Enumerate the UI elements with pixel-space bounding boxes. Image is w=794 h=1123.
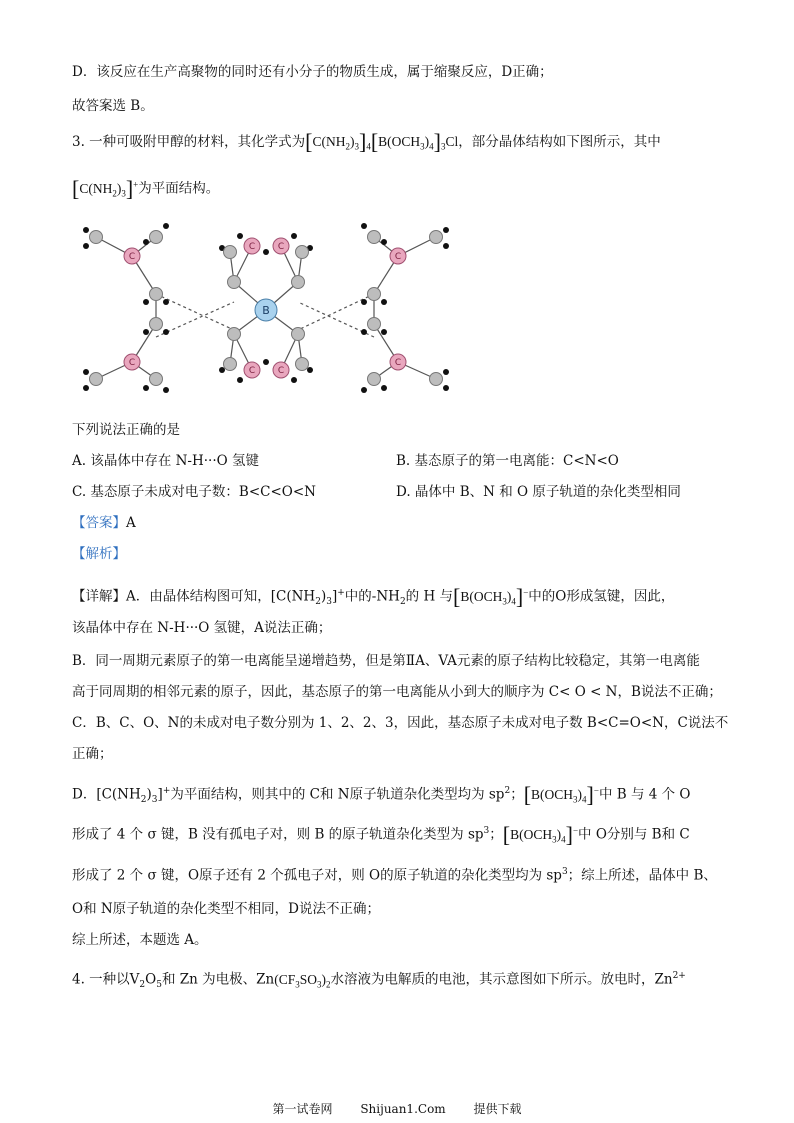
option-c: C. 基态原子未成对电子数：B<C<O<N [72,484,316,500]
option-b: B. 基态原子的第一电离能：C<N<O [396,453,619,469]
page-footer [0,1100,794,1117]
svg-text:C: C [128,252,136,262]
q4-line1: 4. 一种以$V_2O_5$和 Zn 为电极、$Zn(CF_3SO_3)_2$水溶液为电解质的电池，其示意图如下所示。放电时，$Zn^{2+}$ [72,971,686,991]
detail-d-line2: 形成了 4 个 σ 键，B 没有孤电子对，则 B 的原子轨道杂化类型为 $sp^3$；$[B(OCH_3)_4]^-$中 O分别与 B和 C [72,821,690,847]
prev-answer: 故答案选 B。 [72,98,154,114]
analysis-tag: 【解析】 [72,546,126,562]
detail-b-line1: B．同一周期元素原子的第一电离能呈递增趋势，但是第ⅡA、VA元素的原子结构比较稳定，其第一电离能 [72,653,700,669]
svg-text:C: C [277,366,285,376]
answer-tag: 【答案】 [72,515,126,531]
q3-text-b: ，部分晶体结构如下图所示，其中 [458,134,661,150]
svg-text:C: C [394,252,402,262]
boron-label: B [262,304,270,317]
detail-b-line2: 高于同周期的相邻元素的原子，因此，基态原子的第一电离能从小到大的顺序为 C< O < N，B说法不正确； [72,684,722,700]
cation-formula: $[C(NH_2)_3]^+$ [72,175,139,201]
answer-value: A [126,515,136,531]
footer-site-en: Shijuan1.Com [360,1102,446,1116]
svg-text:C: C [248,366,256,376]
svg-text:C: C [128,358,136,368]
detail-a-line1: 【详解】A．由晶体结构图可知，$[C(NH_2)_3]^+$中的$-NH_2$的 H 与$[B(OCH_3)_4]^-$中的O形成氢键，因此， [72,583,675,609]
footer-download: 提供下载 [473,1102,522,1116]
detail-d-line4: O和 N原子轨道的杂化类型不相同，D说法不正确； [72,901,380,917]
prev-option-d: D．该反应在生产高聚物的同时还有小分子的物质生成，属于缩聚反应，D正确； [72,64,553,80]
option-d: D. 晶体中 B、N 和 O 原子轨道的杂化类型相同 [396,484,681,500]
detail-d-line3: 形成了 2 个 σ 键，O原子还有 2 个孤电子对，则 O的原子轨道的杂化类型均为 $sp^3$；综上所述，晶体中 B、 [72,867,717,884]
svg-text:C: C [277,242,285,252]
question-prompt: 下列说法正确的是 [72,422,180,438]
svg-text:C: C [248,242,256,252]
summary-line: 综上所述，本题选 A。 [72,932,208,948]
q3-line1 [72,129,661,157]
footer-site-cn: 第一试卷网 [272,1102,333,1116]
detail-c-line1: C．B、C、O、N的未成对电子数分别为 1、2、2、3，因此，基态原子未成对电子数 B<C=O<N，C说法不 [72,715,729,731]
svg-text:C: C [394,358,402,368]
answer-line [72,513,136,533]
detail-d-line1: D．$[C(NH_2)_3]^+$为平面结构，则其中的 C和 N原子轨道杂化类型均为 $sp^2$；$[B(OCH_3)_4]^-$中 B 与 4 个 O [72,781,691,807]
crystal-structure-diagram [72,212,472,407]
detail-c-line2: 正确； [72,746,113,762]
detail-a-line2: 该晶体中存在 N-H···O 氢键，A说法正确； [72,620,332,636]
option-a: A. 该晶体中存在 N-H···O 氢键 [72,453,260,469]
q3-line2: $[C(NH_2)_3]^+$为平面结构。 [72,175,220,201]
q3-formula: $[C(NH_2)_3]_4[B(OCH_3)_4]_3Cl$ [305,129,459,154]
q3-text-a: 3. 一种可吸附甲醇的材料，其化学式为 [72,134,306,150]
